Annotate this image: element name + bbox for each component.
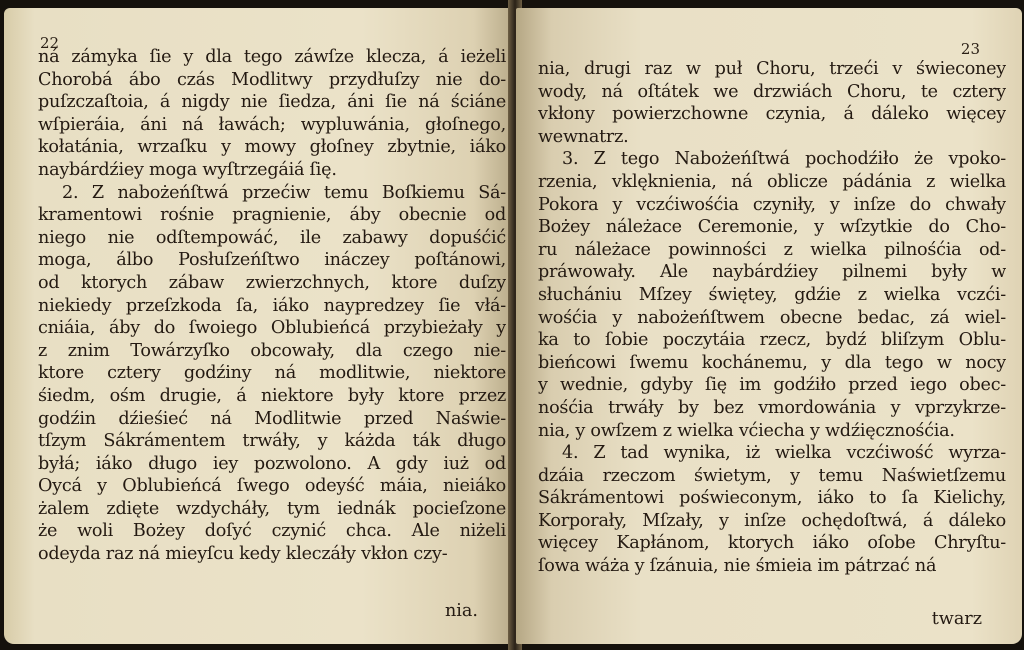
- text-line: moga, álbo Posłuſzeńſtwo ináczey poſtánowi,: [38, 250, 506, 271]
- text-line: ru náleżace powinności z wielka pilnośćia od-: [538, 239, 1006, 260]
- text-line: odeyda raz ná mieyſcu kedy kleczáły vkłon czy-: [38, 544, 448, 565]
- text-line: Oycá y Oblubieńcá ſwego odeyść máia, nieiáko: [38, 476, 506, 497]
- text-line: wody, ná oſtátek we drzwiách Choru, te cztery: [538, 81, 1006, 102]
- text-line: żalem zdięte wzdycháły, tym iednák pocieſzone: [38, 498, 506, 519]
- text-line: niego nie odſtempowáć, ile zabawy dopuśćić: [38, 227, 506, 248]
- text-line: práwowały. Ale naybárdźiey pilnemi były w: [538, 262, 1006, 283]
- text-line: vkłony powierzchowne czynia, á dáleko więcey: [538, 104, 1006, 125]
- text-line: nia, drugi raz w puł Choru, trzeći v świeconey: [538, 59, 1006, 79]
- text-line: niekiedy przeſzkoda ſa, iáko naypredzey ſie vłá-: [38, 295, 506, 316]
- text-line: Korporały, Mſzały, y inſze ochędoſtwá, á dáleko: [538, 510, 1006, 531]
- text-line: 2. Z nabożeńſtwá przećiw temu Boſkiemu Sá-: [62, 182, 506, 203]
- text-line: ka to ſobie poczytáia rzecz, bydź bliſzym Oblu-: [538, 330, 1006, 351]
- right-page: [516, 8, 1022, 644]
- page-number-right: 23: [960, 40, 980, 58]
- catchword-right: twarz: [931, 609, 982, 629]
- text-line: że woli Bożey doſyć czynić chca. Ale niżeli: [38, 521, 506, 542]
- text-line: wſpieráia, áni ná ławách; wypluwánia, głoſnego,: [38, 114, 506, 135]
- text-line: byłá; iáko długo iey pozwolono. A gdy iuż od: [38, 453, 506, 474]
- text-line: dzáia rzeczom świetym, y temu Naświetſzemu: [538, 465, 1006, 486]
- left-page: [4, 8, 514, 644]
- text-line: więcey Kapłánom, ktorych iáko oſobe Chryſtu-: [538, 533, 1006, 554]
- text-line: ná zámyka ſie y dla tego záwſze klecza, á ieżeli: [38, 47, 506, 67]
- page-number-left: 22: [40, 34, 60, 52]
- text-line: tſzym Sákrámentem trwáły, y káżda ták długo: [38, 431, 506, 452]
- text-line: kramentowi rośnie pragnienie, áby obecnie od: [38, 205, 506, 226]
- text-line: nośćia trwáły by bez vmordowánia y vprzykrze-: [538, 397, 1006, 418]
- text-line: Bożey náleżace Ceremonie, y wſzytkie do Cho-: [538, 217, 1006, 238]
- text-line: naybárdźiey moga wyſtrzegáiá ſię.: [38, 159, 337, 180]
- text-line: śiedm, ośm drugie, á niektore były ktore przez: [38, 385, 506, 406]
- text-line: bieńcowi ſwemu kochánemu, y dla tego w nocy: [538, 352, 1006, 373]
- text-line: godźin dźieśieć ná Modlitwie przed Naświe-: [38, 408, 506, 429]
- text-line: 3. Z tego Nabożeńſtwá pochodźiło że vpoko-: [562, 149, 1006, 170]
- text-line: rzenia, vklęknienia, ná oblicze pádánia z wielka: [538, 171, 1006, 192]
- text-line: 4. Z tad wynika, iż wielka vczćiwość wyrza-: [562, 443, 1006, 464]
- text-line: z znim Towárzyſko obcowały, dla czego nie-: [38, 340, 506, 361]
- text-line: puſzczaſtoia, á nigdy nie ſiedza, áni ſie ná ściáne: [38, 92, 506, 113]
- text-line: y wednie, gdyby ſię im godźiło przed iego obec-: [538, 375, 1006, 396]
- text-line: Chorobá ábo czás Modlitwy przydłuſzy nie do-: [38, 69, 506, 90]
- left-page-text: [38, 46, 506, 566]
- text-line: wewnatrz.: [538, 126, 629, 147]
- text-line: ſowa wáża y ſzánuia, nie śmieia im pátrzać ná: [538, 556, 937, 577]
- text-line: od ktorych zábaw zwierzchnych, ktore duſzy: [38, 272, 506, 293]
- catchword-left: nia.: [444, 601, 478, 621]
- text-line: kołatánia, wrzaſku y mowy głoſney zbytnie, iáko: [38, 137, 506, 158]
- text-line: nia, y owſzem z wielka vćiecha y wdźięcznośćia.: [538, 420, 955, 441]
- right-page-text: [538, 58, 1006, 578]
- text-line: ktore cztery godźiny ná modlitwie, niektore: [38, 363, 506, 384]
- text-line: Pokora y vczćiwośćia czyniły, y inſze do chwały: [538, 194, 1006, 215]
- text-line: słuchániu Mſzey świętey, gdźie z wielka vczći-: [538, 284, 1006, 305]
- text-line: Sákrámentowi poświeconym, iáko to ſa Kielichy,: [538, 488, 1006, 509]
- text-line: wośćia y nabożeńſtwem obecne bedac, zá wiel-: [538, 307, 1006, 328]
- text-line: cniáia, áby do ſwoiego Oblubieńcá przybieżały y: [38, 318, 506, 339]
